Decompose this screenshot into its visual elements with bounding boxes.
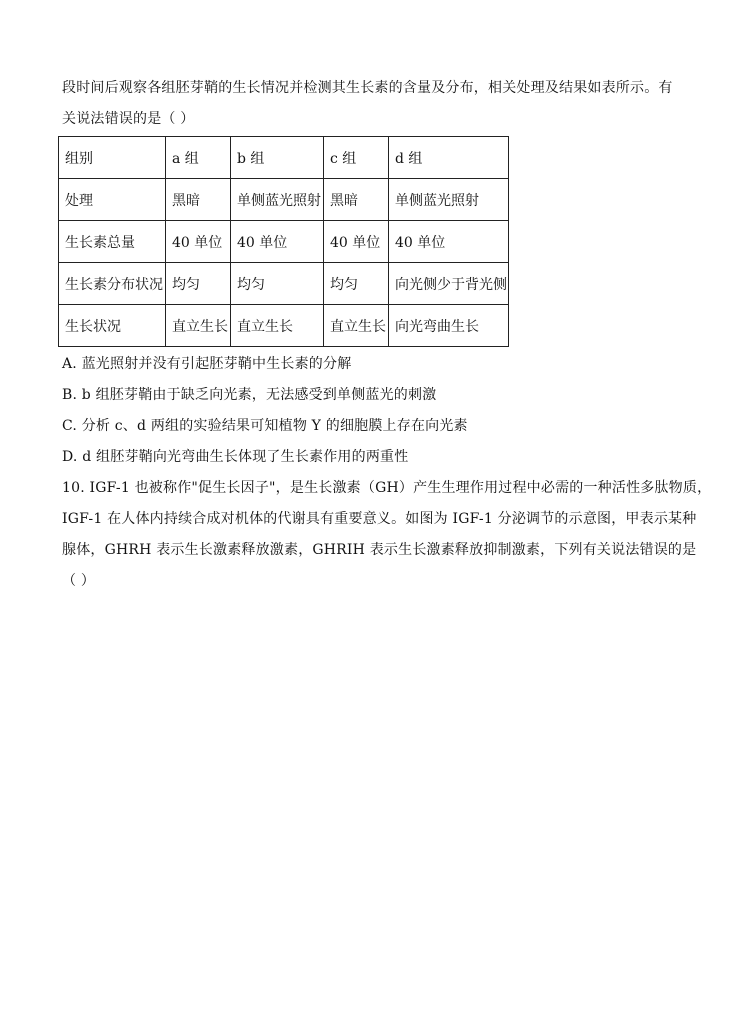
table-cell: 生长素分布状况 [59, 263, 166, 305]
option-a: A. 蓝光照射并没有引起胚芽鞘中生长素的分解 [62, 356, 352, 372]
table-cell: 向光侧少于背光侧 [389, 263, 509, 305]
table-cell: 向光弯曲生长 [389, 305, 509, 347]
table-cell: 40 单位 [324, 221, 389, 263]
table-cell: 组别 [59, 137, 166, 179]
table-cell: 均匀 [324, 263, 389, 305]
question9-stem-line2: 关说法错误的是（ ） [62, 111, 195, 127]
table-cell: a 组 [166, 137, 231, 179]
option-c: C. 分析 c、d 两组的实验结果可知植物 Y 的细胞膜上存在向光素 [62, 418, 468, 434]
table-cell: 均匀 [231, 263, 324, 305]
table-cell: 直立生长 [166, 305, 231, 347]
question10-stem-line2: IGF-1 在人体内持续合成对机体的代谢具有重要意义。如图为 IGF-1 分泌调节的示意图，甲表示某种 [62, 511, 697, 527]
option-b: B. b 组胚芽鞘由于缺乏向光素，无法感受到单侧蓝光的刺激 [62, 387, 437, 403]
table-cell: d 组 [389, 137, 509, 179]
table-row [59, 263, 509, 305]
table-cell: 单侧蓝光照射 [231, 179, 324, 221]
table-cell: 均匀 [166, 263, 231, 305]
table-cell: 黑暗 [324, 179, 389, 221]
table-cell: 40 单位 [231, 221, 324, 263]
table-cell: 生长素总量 [59, 221, 166, 263]
results-table [58, 136, 509, 347]
table-cell: 40 单位 [389, 221, 509, 263]
table-cell: 黑暗 [166, 179, 231, 221]
question9-stem-line1: 段时间后观察各组胚芽鞘的生长情况并检测其生长素的含量及分布，相关处理及结果如表所示。有 [62, 80, 673, 96]
table-row [59, 179, 509, 221]
question10-stem-line4: （ ） [62, 573, 96, 589]
table-cell: 直立生长 [231, 305, 324, 347]
table-cell: 40 单位 [166, 221, 231, 263]
option-d: D. d 组胚芽鞘向光弯曲生长体现了生长素作用的两重性 [62, 449, 409, 465]
table-cell: 单侧蓝光照射 [389, 179, 509, 221]
table-cell: 直立生长 [324, 305, 389, 347]
table-cell: 生长状况 [59, 305, 166, 347]
table-cell: c 组 [324, 137, 389, 179]
table-row [59, 137, 509, 179]
table-row [59, 305, 509, 347]
question10-stem-line3: 腺体，GHRH 表示生长激素释放激素，GHRIH 表示生长激素释放抑制激素，下列有关说法错误的是 [62, 542, 697, 558]
table-cell: b 组 [231, 137, 324, 179]
question10-stem-line1: 10. IGF-1 也被称作"促生长因子"，是生长激素（GH）产生生理作用过程中必需的一种活性多肽物质， [62, 480, 712, 496]
table-cell: 处理 [59, 179, 166, 221]
table-row [59, 221, 509, 263]
